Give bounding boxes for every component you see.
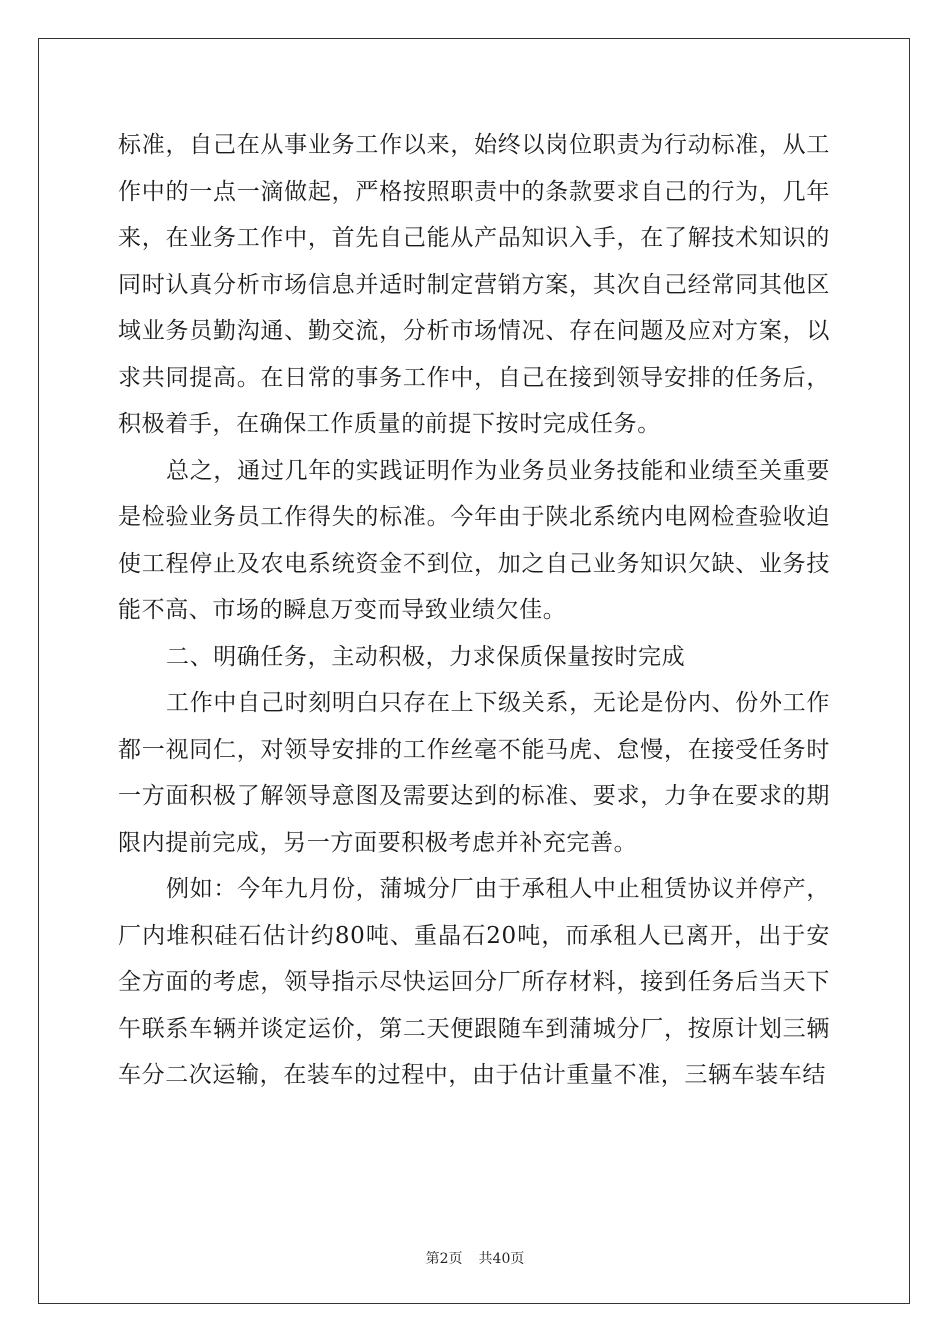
total-pages: 共40页	[478, 1251, 525, 1267]
page-footer	[0, 1248, 950, 1268]
document-body	[118, 122, 830, 1099]
paragraph-work-attitude: 工作中自己时刻明白只存在上下级关系，无论是份内、份外工作都一视同仁，对领导安排的工作丝毫不能马虎、怠慢，在接受任务时一方面积极了解领导意图及需要达到的标准、要求，力争在要求的期限内提前完成，另一方面要积极考虑并补充完善。	[118, 690, 830, 856]
paragraph-continuation: 标准，自己在从事业务工作以来，始终以岗位职责为行动标准，从工作中的一点一滴做起，严格按照职责中的条款要求自己的行为，几年来，在业务工作中，首先自己能从产品知识入手，在了解技术知识的同时认真分析市场信息并适时制定营销方案，其次自己经常同其他区域业务员勤沟通、勤交流，分析市场情况、存在问题及应对方案，以求共同提高。在日常的事务工作中，自己在接到领导安排的任务后，积极着手，在确保工作质量的前提下按时完成任务。	[118, 132, 830, 437]
paragraph-summary: 总之，通过几年的实践证明作为业务员业务技能和业绩至关重要是检验业务员工作得失的标准。今年由于陕北系统内电网检查验收迫使工程停止及农电系统资金不到位，加之自己业务知识欠缺、业务技能不高、市场的瞬息万变而导致业绩欠佳。	[118, 457, 830, 623]
page-number: 第2页	[425, 1251, 463, 1267]
paragraph-example: 例如：今年九月份，蒲城分厂由于承租人中止租赁协议并停产，厂内堆积硅石估计约80吨、重晶石20吨，而承租人已离开，出于安全方面的考虑，领导指示尽快运回分厂所存材料，接到任务后当天下午联系车辆并谈定运价，第二天便跟随车到蒲城分厂，按原计划三辆车分二次运输，在装车的过程中，由于估计重量不准，三辆车装车结	[118, 876, 830, 1088]
section-heading: 二、明确任务，主动积极，力求保质保量按时完成	[166, 643, 686, 670]
